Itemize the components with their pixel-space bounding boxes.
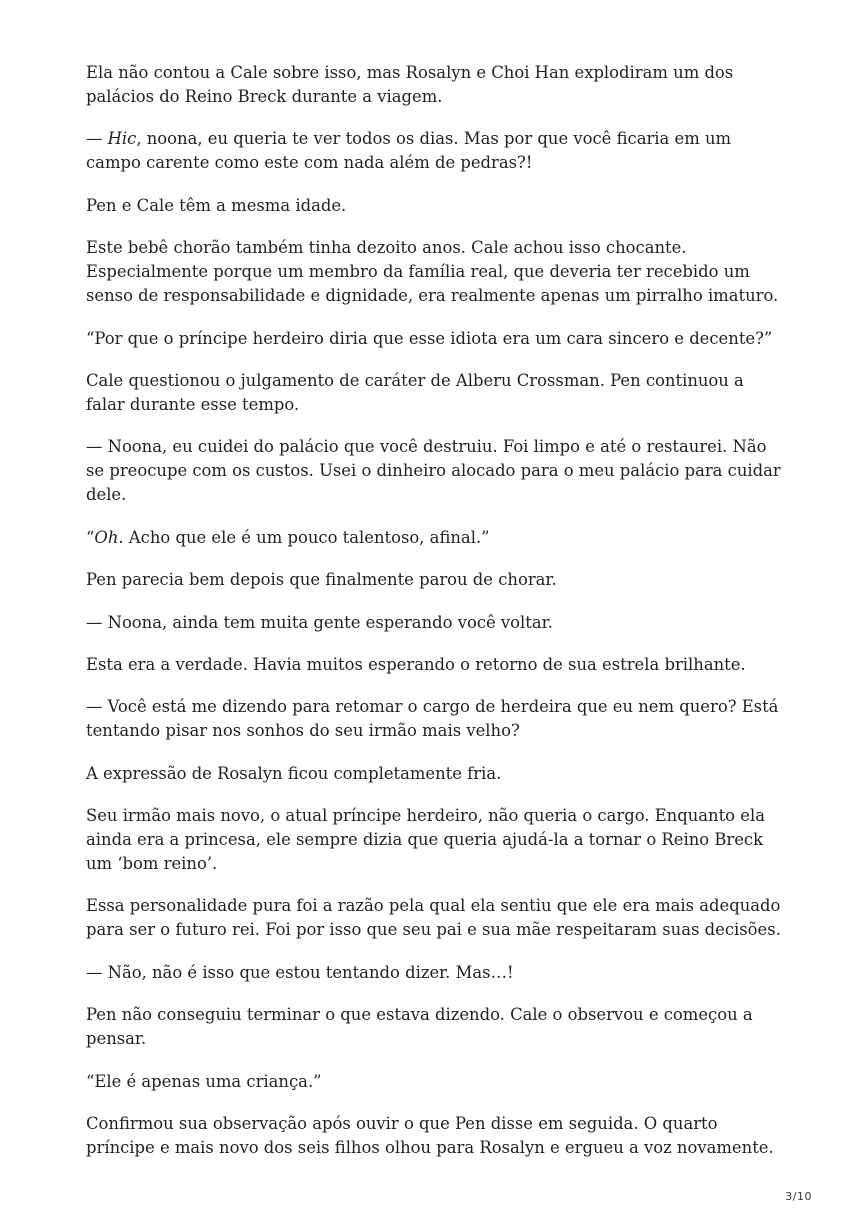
paragraph-8-prefix: “ — [86, 527, 95, 547]
paragraph-10: — Noona, ainda tem muita gente esperando você voltar. — [86, 612, 553, 632]
paragraph-9: Pen parecia bem depois que finalmente parou de chorar. — [86, 570, 557, 590]
paragraph-4: Este bebê chorão também tinha dezoito anos. Cale achou isso chocante. Especialmente porque um membro da família real, que deveria ter recebido um senso de responsabilidade e dignidade, era realmente apenas um pirralho imaturo. — [86, 238, 779, 306]
paragraph-7: — Noona, eu cuidei do palácio que você destruiu. Foi limpo e até o restaurei. Não se preocupe com os custos. Usei o dinheiro alocado para o meu palácio para cuidar dele. — [86, 437, 781, 505]
paragraph-2 — [86, 127, 786, 175]
paragraph-18: “Ele é apenas uma criança.” — [86, 1071, 322, 1091]
paragraph-13: A expressão de Rosalyn ficou completamente fria. — [86, 763, 502, 783]
paragraph-2-emphasis: Hic — [107, 129, 137, 149]
paragraph-8 — [86, 526, 786, 550]
paragraph-16: — Não, não é isso que estou tentando dizer. Mas…! — [86, 962, 514, 982]
paragraph-3: Pen e Cale têm a mesma idade. — [86, 195, 347, 215]
paragraph-2-rest: , noona, eu queria te ver todos os dias. Mas por que você ficaria em um campo carente como este com nada além de pedras?! — [86, 129, 732, 173]
paragraph-17: Pen não conseguiu terminar o que estava dizendo. Cale o observou e começou a pensar. — [86, 1005, 753, 1049]
paragraph-1: Ela não contou a Cale sobre isso, mas Rosalyn e Choi Han explodiram um dos palácios do Reino Breck durante a viagem. — [86, 63, 734, 106]
paragraph-8-emphasis: Oh — [94, 527, 119, 547]
paragraph-2-prefix: — — [86, 129, 108, 149]
paragraph-5: “Por que o príncipe herdeiro diria que esse idiota era um cara sincero e decente?” — [86, 328, 773, 348]
document-body — [86, 61, 786, 1178]
paragraph-14: Seu irmão mais novo, o atual príncipe herdeiro, não queria o cargo. Enquanto ela ainda era a princesa, ele sempre dizia que queria ajudá-la a tornar o Reino Breck um ‘bom reino’. — [86, 806, 765, 874]
paragraph-6: Cale questionou o julgamento de caráter de Alberu Crossman. Pen continuou a falar durante esse tempo. — [86, 370, 744, 414]
paragraph-8-rest: . Acho que ele é um pouco talentoso, afinal.” — [118, 527, 490, 547]
paragraph-15: Essa personalidade pura foi a razão pela qual ela sentiu que ele era mais adequado para ser o futuro rei. Foi por isso que seu pai e sua mãe respeitaram suas decisões. — [86, 896, 781, 940]
paragraph-11: Esta era a verdade. Havia muitos esperando o retorno de sua estrela brilhante. — [86, 654, 746, 674]
page-number: 3/10 — [785, 1190, 812, 1203]
paragraph-12: — Você está me dizendo para retomar o cargo de herdeira que eu nem quero? Está tentando pisar nos sonhos do seu irmão mais velho? — [86, 697, 779, 741]
paragraph-19: Confirmou sua observação após ouvir o que Pen disse em seguida. O quarto príncipe e mais novo dos seis filhos olhou para Rosalyn e ergueu a voz novamente. — [86, 1114, 774, 1158]
